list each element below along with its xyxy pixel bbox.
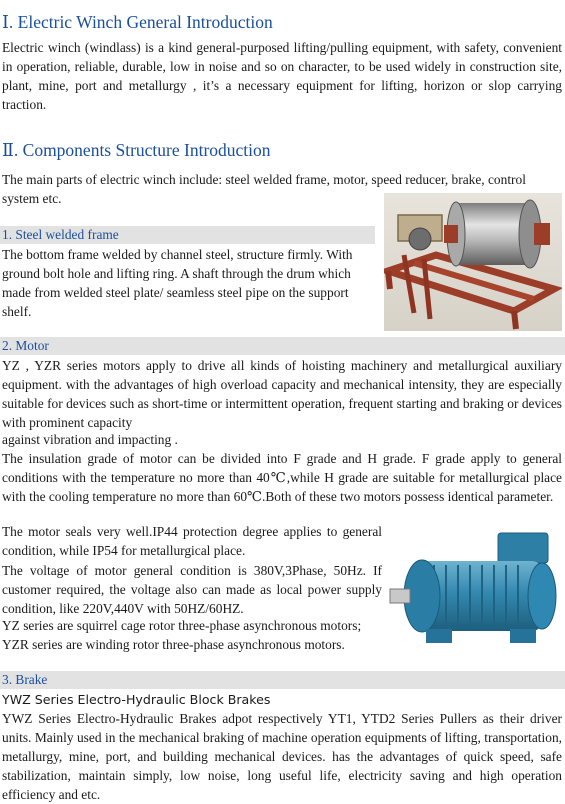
motor-paragraph-5: YZ series are squirrel cage rotor three-phase asynchronous motors; — [2, 618, 362, 633]
winch-frame-photo — [384, 193, 562, 331]
brake-section-bar: 3. Brake — [0, 671, 565, 689]
motor-paragraph-3: The motor seals very well.IP44 protection degree applies to general condition, while IP54 for metallurgical place. — [2, 524, 382, 558]
section-1-heading: Ⅰ. Electric Winch General Introduction — [2, 12, 273, 32]
steel-frame-section-bar: 1. Steel welded frame — [0, 226, 375, 244]
motor-paragraph-4: The voltage of motor general condition is 380V,3Phase, 50Hz. If customer required, the voltage also can made as local power supply condition, like 220V,440V with 50HZ/60HZ. — [2, 563, 382, 616]
steel-frame-body: The bottom frame welded by channel steel, structure firmly. With ground bolt hole and lifting ring. A shaft through the drum which made from welded steel plate/ seamless steel pipe on the support shelf. — [2, 247, 353, 319]
motor-section-bar: 2. Motor — [0, 337, 565, 355]
electric-motor-photo — [386, 527, 563, 655]
section-2-heading: Ⅱ. Components Structure Introduction — [2, 140, 271, 160]
motor-paragraph-6: YZR series are winding rotor three-phase asynchronous motors. — [2, 637, 345, 652]
motor-paragraph-1: YZ , YZR series motors apply to drive all kinds of hoisting machinery and metallurgical auxiliary equipment. with the advantages of high overload capacity and mechanical intensity, they are especially suitable for devices such as short-time or intermittent operation, frequent starting and braking or devices with prominent capacity — [2, 358, 562, 430]
motor-paragraph-2: The insulation grade of motor can be divided into F grade and H grade. F grade apply to general conditions with the temperature no more than 40℃,while H grade are suitable for metallurgical place with the cooling temperature no more than 60℃.Both of these two motors possess identical parameter. — [2, 451, 562, 504]
brake-subtitle: YWZ Series Electro-Hydraulic Block Brakes — [2, 692, 271, 707]
brake-body: YWZ Series Electro-Hydraulic Brakes adpot respectively YT1, YTD2 Series Pullers as their driver units. Mainly used in the mechanical braking of machine operation equipments of lifting, transportation, metallurgy, mine, port, and building mechanical devices. has the advantages of quick speed, safe stabilization, maintain simply, low noise, long useful life, electricity saving and high operation efficiency and etc. — [2, 711, 562, 802]
motor-paragraph-1-tail: against vibration and impacting . — [2, 432, 178, 447]
section-2-body: The main parts of electric winch include: steel welded frame, motor, speed reducer, brake, control system etc. — [2, 172, 526, 206]
section-1-body: Electric winch (windlass) is a kind general-purposed lifting/pulling equipment, with safety, convenient in operation, reliable, durable, low in noise and so on character, to be used widely in construction site, plant, mine, port and metallurgy , it’s a necessary equipment for lifting, horizon or slop carrying traction. — [2, 40, 562, 112]
